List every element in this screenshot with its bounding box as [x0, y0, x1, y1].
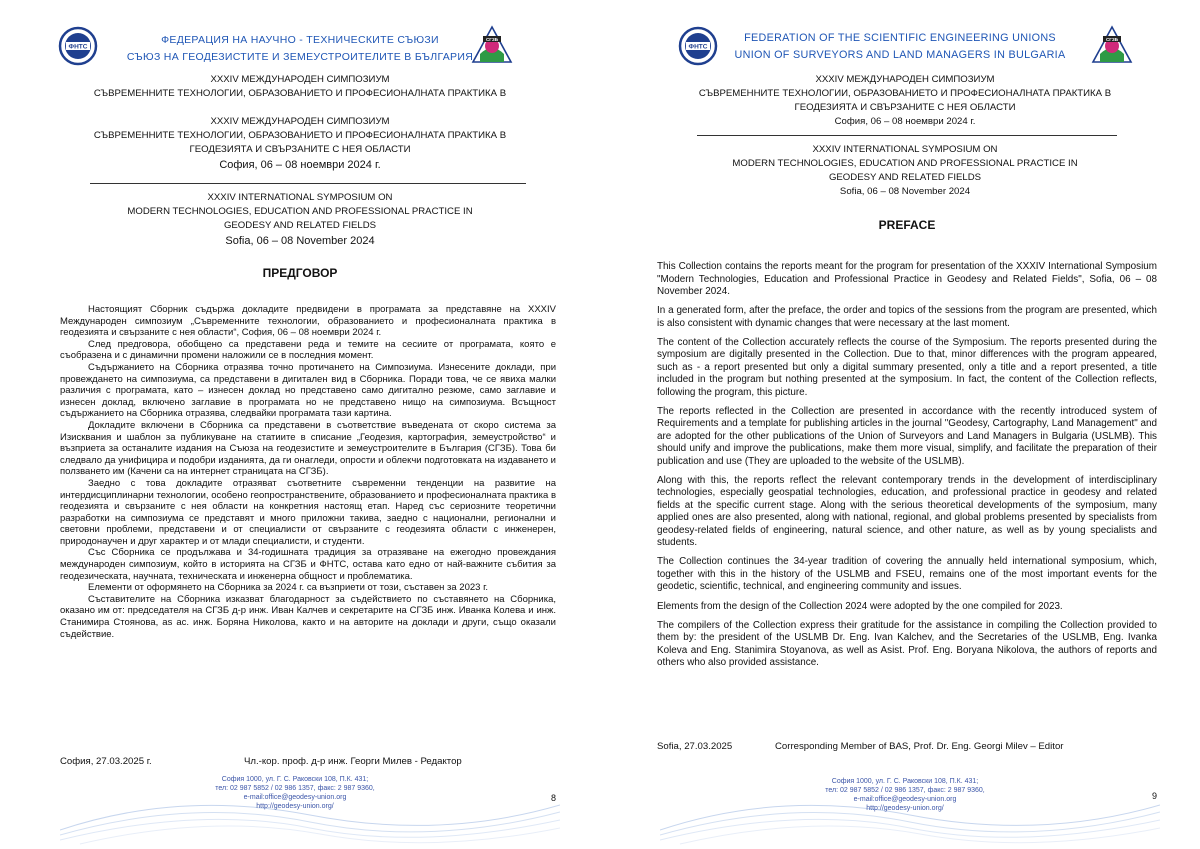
block-line: ГЕОДЕЗИЯТА И СВЪРЗАНИТЕ С НЕЯ ОБЛАСТИ — [189, 144, 411, 155]
sign-place: София, 27.03.2025 г. — [60, 756, 152, 767]
paragraph: Докладите включени в Сборника са представени в съответствие въведената от скоро система за Изисквания и шаблон за публикуване на статиите в списание „Геодезия, картография, земеустройство“ и възприета за останалите издания на Съюза на геодезистите и земеустроителите в България (СГЗБ). Това би следвало да унифицира и подобри изданията, да ги онагледи, опрости и облекчи подготовката на издаването и ползването им (Качени са на интернет страницата на СГЗБ). — [60, 419, 556, 478]
block-line: XXXIV МЕЖДУНАРОДЕН СИМПОЗИУМ — [210, 74, 390, 85]
footer-contacts — [760, 777, 1050, 813]
page-right — [600, 0, 1200, 849]
paragraph: Съдържанието на Сборника отразява точно протичането на Симпозиума. Изнесените доклади, при провеждането на симпозиума, са представени в дигитален вид в Сборника. Поради това, че се явиха малки различия с програмата, като – изнесен доклад но представено само дигитално резюме, само заглавие и изнесен доклад, включено заглавие в програмата но не представено нищо на симпозиума. Всъщност съдържанието на Сборника отразява, следвайки програмата тази картина. — [60, 361, 556, 420]
fnts-logo-text: ФНТС — [688, 43, 708, 51]
block-line: ГЕОДЕЗИЯТА И СВЪРЗАНИТЕ С НЕЯ ОБЛАСТИ — [794, 102, 1016, 113]
paragraph: Със Сборника се продължава и 34-годишната традиция за отразяване на ежегодно провеждания международен симпозиум, който в историята на СГЗБ и ФНТС, остава като едно от най-важните събития за геодезическата, научната, техническата и инженерна общност и проблематика. — [60, 547, 556, 582]
block-line: СЪВРЕМЕННИТЕ ТЕХНОЛОГИИ, ОБРАЗОВАНИЕТО И ПРОФЕСИОНАЛНАТА ПРАКТИКА В — [93, 130, 507, 141]
symposium-block-bg-2 — [60, 115, 540, 172]
footer-line: http://geodesy-union.org/ — [866, 805, 944, 812]
block-line: СЪВРЕМЕННИТЕ ТЕХНОЛОГИИ, ОБРАЗОВАНИЕТО И ПРОФЕСИОНАЛНАТА ПРАКТИКА В — [93, 88, 507, 99]
symposium-block-bg — [650, 73, 1160, 129]
sign-name: Чл.-кор. проф. д-р инж. Георги Милев - Редактор — [244, 756, 462, 767]
block-line: GEODESY AND RELATED FIELDS — [223, 220, 377, 231]
block-line: София, 06 – 08 ноември 2024 г. — [834, 116, 976, 127]
symposium-block-en — [650, 143, 1160, 199]
preface-body — [60, 304, 556, 640]
paragraph: In a generated form, after the preface, the order and topics of the sessions from the program are presented, which is also consistent with dynamic changes that were necessary at the last moment. — [657, 305, 1157, 329]
paragraph: Съставителите на Сборника изказват благодарност за съдействието по съставянето на Сборника, оказано им от: председателя на СГЗБ д-р инж. Иван Калчев и секретарите на СГЗБ инж. Иванка Колева и инж. Станимира Стоянова, as ас. инж. Боряна Николова, както и на авторите на доклади и други, също оказали съдействие. — [60, 593, 556, 640]
block-line: MODERN TECHNOLOGIES, EDUCATION AND PROFESSIONAL PRACTICE IN — [732, 158, 1078, 169]
org-line2: СЪЮЗ НА ГЕОДЕЗИСТИТЕ И ЗЕМЕУСТРОИТЕЛИТЕ В БЪЛГАРИЯ — [126, 51, 474, 63]
block-line: XXXIV МЕЖДУНАРОДЕН СИМПОЗИУМ — [210, 116, 390, 127]
sign-name: Corresponding Member of BAS, Prof. Dr. Eng. Georgi Milev – Editor — [775, 741, 1064, 752]
paragraph: Заедно с това докладите отразяват съответните съвременни тенденции на развитие на интердисциплинарни технологии, особено геопространствените, образованието и професионалната практика в геодезията и свързаните с нея области на конкретния настоящ етап. Наред със сериозните теоретични разработки на симпозиума се представят и много приложни такива, заедно с национални, регионални и световни проблеми, представени и от специалисти от свързаните с геодезията области с инженерен, природонаучен и друг характер и от млади специалисти, и студенти. — [60, 477, 556, 547]
footer-line: София 1000, ул. Г. С. Раковски 108, П.К. 431; — [221, 776, 369, 783]
paragraph: The Collection continues the 34-year tradition of covering the annually held international symposium, which, together with this in the history of the USLMB and FSEU, remains one of the most important events for the geodetic, scientific, technical, and engineering community and issues. — [657, 556, 1157, 593]
paragraph: Настоящият Сборник съдържа докладите предвидени в програмата за представяне на XXXIV Международен симпозиум „Съвременните технологии, образованието и професионалната практика в геодезията и свързаните с нея области“, София, 06 – 08 ноември 2024 г. — [60, 304, 556, 339]
date-en: Sofia, 06 – 08 November 2024 — [225, 235, 375, 247]
footer-line: София 1000, ул. Г. С. Раковски 108, П.К. 431; — [831, 778, 979, 785]
footer-line: e-mail:office@geodesy-union.org — [853, 796, 957, 803]
paragraph: Елементи от оформянето на Сборника за 2024 г. са възприети от този, съставен за 2023 г. — [88, 582, 489, 594]
footer-contacts — [150, 775, 440, 811]
page-number: 8 — [551, 793, 557, 803]
block-line: GEODESY AND RELATED FIELDS — [828, 172, 982, 183]
symposium-block-bg-1 — [60, 73, 540, 101]
block-line: XXXIV МЕЖДУНАРОДЕН СИМПОЗИУМ — [815, 74, 995, 85]
sgzb-logo-text: СГЗБ — [1105, 37, 1119, 42]
footer-line: тел: 02 987 5852 / 02 986 1357, факс: 2 987 9360, — [825, 787, 985, 794]
footer-line: http://geodesy-union.org/ — [256, 803, 334, 810]
org-line1: ФЕДЕРАЦИЯ НА НАУЧНО - ТЕХНИЧЕСКИТЕ СЪЮЗИ — [161, 34, 439, 46]
paragraph: The compilers of the Collection express their gratitude for the assistance in compiling the Collection provided to them by: the president of the USLMB Dr. Eng. Ivan Kalchev, and the Secretaries of the USLMB, Eng. Ivanka Koleva and Eng. Stanimira Stoyanova, as well as Asist. Prof. Eng. Boryana Nikolova, the authors of reports and others who also provided assistance. — [657, 619, 1157, 669]
footer-line: тел: 02 987 5852 / 02 986 1357, факс: 2 987 9360, — [215, 785, 375, 792]
paragraph: The reports reflected in the Collection are presented in accordance with the recently introduced system of Requirements and a template for publishing articles in the journal "Geodesy, Cartography, Land Management" and are adopted for the other publications of the Union of Surveyors and Land Managers in Bulgaria (USLMB). This should unify and improve the publications, make them more visual, simplify, and facilitate the preparation of their publication and use (They are uploaded to the website of the USLMB). — [657, 405, 1157, 467]
preface-body — [657, 261, 1157, 676]
divider — [697, 135, 1117, 136]
page-title: PREFACE — [878, 218, 936, 232]
org-line2: UNION OF SURVEYORS AND LAND MANAGERS IN BULGARIA — [734, 49, 1066, 61]
paragraph: Elements from the design of the Collection 2024 were adopted by the one compiled for 2023. — [657, 600, 1063, 612]
block-line: Sofia, 06 – 08 November 2024 — [839, 186, 971, 197]
org-line1: FEDERATION OF THE SCIENTIFIC ENGINEERING UNIONS — [744, 32, 1056, 44]
block-line: XXXIV INTERNATIONAL SYMPOSIUM ON — [812, 144, 998, 155]
date-bg: София, 06 – 08 ноември 2024 г. — [219, 159, 381, 171]
fnts-logo-text: ФНТС — [68, 43, 88, 51]
paragraph: Along with this, the reports reflect the relevant contemporary trends in the development of interdisciplinary technologies, especially geospatial technologies, education, and professional practice in geodesy and related fields at the specific current stage. Along with the serious theoretical developments of the symposium, many applied ones are also presented, along with national, regional, and global problems presented by specialists from geodesy-related fields of engineering, natural science, and other nature, as well as by young specialists and students. — [657, 474, 1157, 549]
block-line: СЪВРЕМЕННИТЕ ТЕХНОЛОГИИ, ОБРАЗОВАНИЕТО И ПРОФЕСИОНАЛНАТА ПРАКТИКА В — [698, 88, 1112, 99]
block-line: XXXIV INTERNATIONAL SYMPOSIUM ON — [207, 192, 393, 203]
paragraph: This Collection contains the reports meant for the program for presentation of the XXXIV International Symposium "Modern Technologies, Education and Professional Practice in Geodesy and Related Fields", Sofia, 06 – 08 November 2024. — [657, 261, 1157, 297]
sgzb-logo-text: СГЗБ — [485, 37, 499, 42]
divider — [90, 183, 526, 184]
sign-place: Sofia, 27.03.2025 — [657, 741, 733, 752]
sgzb-logo — [470, 24, 514, 68]
footer-line: e-mail:office@geodesy-union.org — [243, 794, 347, 801]
paragraph: След предговора, обобщено са представени реда и темите на сесиите от програмата, която е съобразена и с динамични промени наложили се в последния момент. — [60, 338, 556, 362]
page-title: ПРЕДГОВОР — [262, 266, 338, 280]
page-number: 9 — [1152, 791, 1158, 801]
symposium-block-en — [60, 191, 540, 248]
paragraph: The content of the Collection accurately reflects the course of the Symposium. The reports presented during the symposium are digitally presented in the Collection. Due to that, minor differences with the program appeared, such as - a report presented but only a digital summary presented, only a title and a report presented, a title included in the program but nothing presented at the symposium. In fact, the content of the Collection reflects, following the program, this picture. — [657, 336, 1157, 398]
block-line: MODERN TECHNOLOGIES, EDUCATION AND PROFESSIONAL PRACTICE IN — [127, 206, 473, 217]
sgzb-logo — [1090, 24, 1134, 68]
